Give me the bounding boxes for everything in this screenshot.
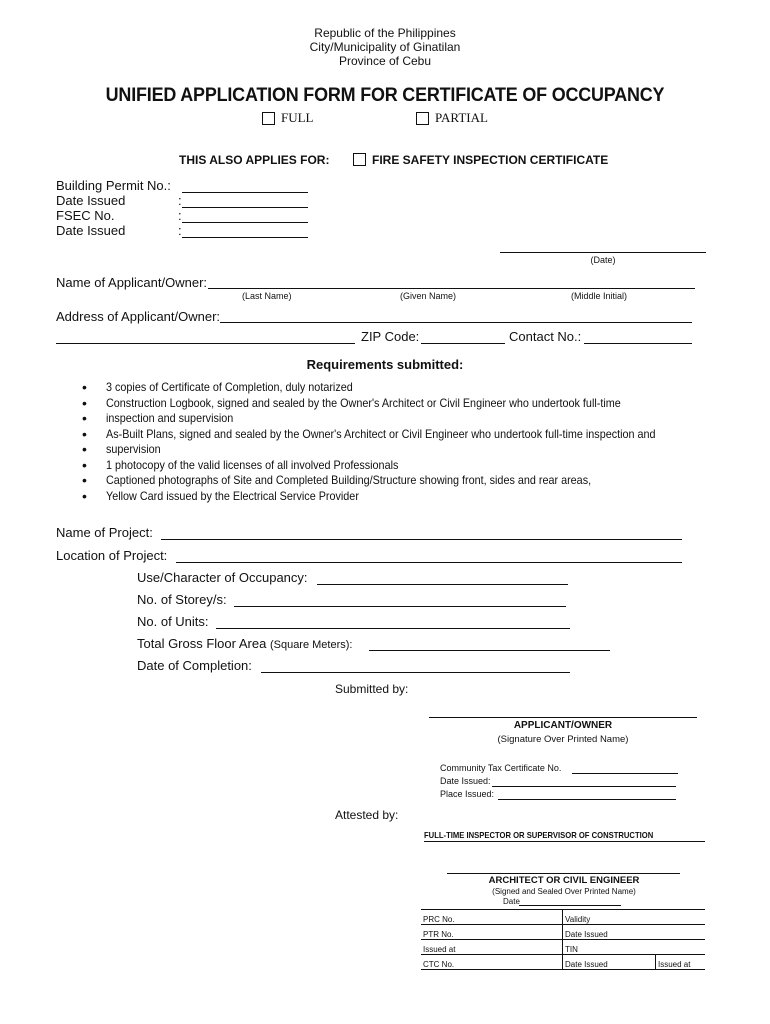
requirement-item: • 3 copies of Certificate of Completion, duly notarized <box>80 380 720 396</box>
last-name-caption: (Last Name) <box>242 291 292 301</box>
professional-details-table <box>421 909 705 970</box>
ptr-cell[interactable]: PTR No. <box>421 925 563 940</box>
applicant-owner-title: APPLICANT/OWNER <box>513 720 613 731</box>
address-line-2-field[interactable] <box>56 343 355 344</box>
applicant-address-field[interactable] <box>220 322 692 323</box>
engineer-title: ARCHITECT OR CIVIL ENGINEER <box>488 875 640 886</box>
ctc-place-label: Place Issued: <box>440 789 495 799</box>
prc-cell[interactable]: PRC No. <box>421 910 563 925</box>
option-full[interactable] <box>262 110 314 126</box>
header-republic: Republic of the Philippines <box>314 26 456 40</box>
date-issued-cell[interactable]: Date Issued <box>563 925 706 940</box>
gfa-label-text: Total Gross Floor Area <box>137 636 267 651</box>
applicant-name-field[interactable] <box>208 288 695 289</box>
completion-date-label: Date of Completion: <box>137 658 252 673</box>
ctc-field[interactable] <box>572 773 678 774</box>
fsic-option[interactable] <box>353 153 608 167</box>
table-row <box>421 955 705 970</box>
fsec-colon: : <box>178 208 182 223</box>
table-row <box>421 910 705 925</box>
partial-label: PARTIAL <box>435 110 488 125</box>
issued-at-cell[interactable]: Issued at <box>421 940 563 955</box>
project-location-field[interactable] <box>176 562 682 563</box>
fsic-label: FIRE SAFETY INSPECTION CERTIFICATE <box>372 153 609 167</box>
building-permit-field[interactable] <box>182 192 308 193</box>
contact-label: Contact No.: <box>509 329 582 344</box>
requirement-item-continued: • supervision <box>80 442 720 458</box>
attested-by-label: Attested by: <box>335 808 399 822</box>
fsec-field[interactable] <box>182 222 308 223</box>
table-row <box>421 940 705 955</box>
units-label: No. of Units: <box>137 614 209 629</box>
requirements-list <box>80 380 720 504</box>
engineer-signature-field[interactable] <box>447 873 680 874</box>
completion-date-field[interactable] <box>261 672 570 673</box>
full-label: FULL <box>281 110 314 125</box>
date-issued-label-1: Date Issued <box>56 193 126 208</box>
project-name-label: Name of Project: <box>56 525 153 540</box>
date-field[interactable] <box>500 252 706 253</box>
requirement-item: • As-Built Plans, signed and sealed by the Owner's Architect or Civil Engineer who undertook full-time inspection and <box>80 427 720 443</box>
units-field[interactable] <box>216 628 570 629</box>
requirement-item: • Captioned photographs of Site and Completed Building/Structure showing front, sides and rear areas, <box>80 473 720 489</box>
engineer-date-label: Date <box>503 897 520 906</box>
date-issued-colon-2: : <box>178 223 182 238</box>
option-partial[interactable] <box>416 110 488 126</box>
ctc-date-issued-cell[interactable]: Date Issued <box>563 955 656 970</box>
storeys-label: No. of Storey/s: <box>137 592 227 607</box>
full-checkbox[interactable] <box>262 112 275 125</box>
ctc-label: Community Tax Certificate No. <box>440 763 562 773</box>
header-province: Province of Cebu <box>338 54 432 68</box>
fsic-checkbox[interactable] <box>353 153 366 166</box>
form-title: UNIFIED APPLICATION FORM FOR CERTIFICATE OF OCCUPANCY <box>105 84 665 106</box>
given-name-caption: (Given Name) <box>400 291 457 301</box>
ctc-date-field[interactable] <box>492 786 676 787</box>
contact-field[interactable] <box>584 343 692 344</box>
tin-cell[interactable]: TIN <box>563 940 706 955</box>
date-issued-colon-1: : <box>178 193 182 208</box>
engineer-date-field[interactable] <box>519 905 621 906</box>
project-name-field[interactable] <box>161 539 682 540</box>
fsec-label: FSEC No. <box>56 208 115 223</box>
inspector-underline <box>424 841 705 842</box>
date-issued-field-2[interactable] <box>182 237 308 238</box>
ctc-issued-at-cell[interactable]: Issued at <box>656 955 706 970</box>
validity-cell[interactable]: Validity <box>563 910 706 925</box>
applicant-name-label: Name of Applicant/Owner: <box>56 275 208 290</box>
ctc-no-cell[interactable]: CTC No. <box>421 955 563 970</box>
requirement-item-continued: • inspection and supervision <box>80 411 720 427</box>
table-row <box>421 925 705 940</box>
requirements-heading: Requirements submitted: <box>306 357 464 372</box>
gfa-unit: (Square Meters): <box>269 639 353 651</box>
occupancy-use-field[interactable] <box>317 584 568 585</box>
requirement-item: • Construction Logbook, signed and sealed by the Owner's Architect or Civil Engineer who undertook full-time <box>80 396 720 412</box>
date-issued-label-2: Date Issued <box>56 223 126 238</box>
applicant-address-label: Address of Applicant/Owner: <box>56 309 221 324</box>
zip-field[interactable] <box>421 343 505 344</box>
also-applies-label: THIS ALSO APPLIES FOR: <box>179 153 330 167</box>
ctc-place-field[interactable] <box>498 799 676 800</box>
applicant-signature-field[interactable] <box>429 717 697 718</box>
middle-initial-caption: (Middle Initial) <box>571 291 628 301</box>
requirement-item: • 1 photocopy of the valid licenses of all involved Professionals <box>80 458 720 474</box>
partial-checkbox[interactable] <box>416 112 429 125</box>
engineer-caption: (Signed and Sealed Over Printed Name) <box>492 887 636 896</box>
gross-floor-area-field[interactable] <box>369 650 610 651</box>
date-issued-field-1[interactable] <box>182 207 308 208</box>
building-permit-label: Building Permit No.: <box>56 178 171 193</box>
ctc-date-label: Date Issued: <box>440 776 491 786</box>
header-municipality: City/Municipality of Ginatilan <box>309 40 461 54</box>
submitted-by-label: Submitted by: <box>335 682 409 696</box>
date-caption: (Date) <box>590 255 616 265</box>
gross-floor-area-label <box>137 636 352 651</box>
project-location-label: Location of Project: <box>56 548 168 563</box>
storeys-field[interactable] <box>234 606 566 607</box>
applicant-signature-caption: (Signature Over Printed Name) <box>497 734 629 745</box>
inspector-title: FULL-TIME INSPECTOR OR SUPERVISOR OF CONSTRUCTION <box>424 830 654 840</box>
requirement-item: • Yellow Card issued by the Electrical Service Provider <box>80 489 720 505</box>
zip-label: ZIP Code: <box>361 329 420 344</box>
occupancy-use-label: Use/Character of Occupancy: <box>137 570 308 585</box>
